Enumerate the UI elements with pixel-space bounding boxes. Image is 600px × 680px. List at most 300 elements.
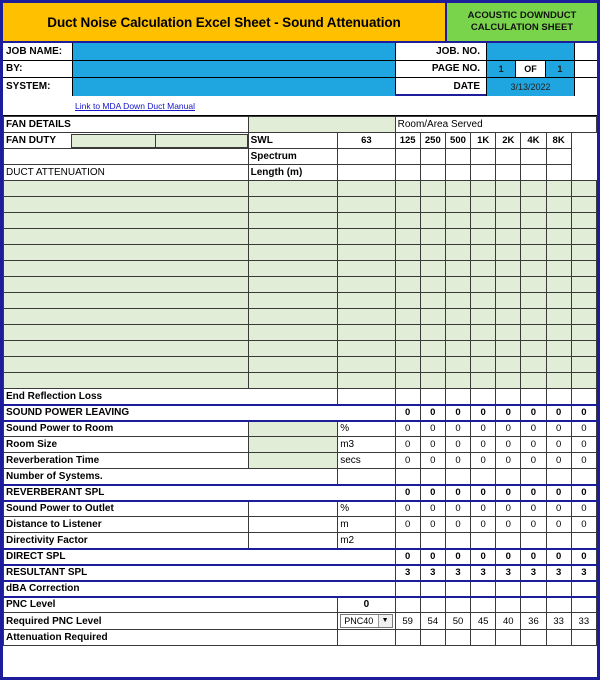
duct-entry-swl[interactable] bbox=[338, 277, 395, 293]
duct-entry-description[interactable] bbox=[4, 197, 249, 213]
dba-1k bbox=[496, 581, 521, 597]
erl-1k[interactable] bbox=[496, 389, 521, 405]
duct-entry-2k[interactable] bbox=[521, 277, 546, 293]
duct-entry-8k[interactable] bbox=[571, 277, 596, 293]
duct-att-cell-8k[interactable] bbox=[546, 165, 571, 181]
duct-entry-4k[interactable] bbox=[546, 245, 571, 261]
res-spl-63: 3 bbox=[395, 565, 420, 581]
system-row bbox=[3, 78, 395, 96]
dir-spl-8k: 0 bbox=[571, 549, 596, 565]
erl-63[interactable] bbox=[395, 389, 420, 405]
spectrum-label: Spectrum bbox=[248, 149, 338, 165]
duct-entry-500[interactable] bbox=[471, 341, 496, 357]
duct-entry-4k[interactable] bbox=[546, 293, 571, 309]
duct-entry-length[interactable] bbox=[248, 229, 338, 245]
duct-entry-swl[interactable] bbox=[338, 373, 395, 389]
spectrum-blank-a bbox=[4, 149, 249, 165]
duct-entry-125[interactable] bbox=[420, 213, 445, 229]
page-no-row bbox=[396, 61, 597, 79]
duct-entry-description[interactable] bbox=[4, 341, 249, 357]
res-spl-125: 3 bbox=[420, 565, 445, 581]
duct-attenuation-entry-row bbox=[4, 341, 597, 357]
sptr-250: 0 bbox=[445, 421, 470, 437]
duct-entry-63[interactable] bbox=[395, 293, 420, 309]
required-pnc-selected-value: PNC40 bbox=[344, 616, 374, 626]
duct-entry-250[interactable] bbox=[445, 229, 470, 245]
spectrum-value-250[interactable] bbox=[420, 149, 445, 165]
duct-entry-8k[interactable] bbox=[571, 245, 596, 261]
duct-entry-description[interactable] bbox=[4, 309, 249, 325]
spto-4k: 0 bbox=[546, 501, 571, 517]
duct-entry-1k[interactable] bbox=[496, 245, 521, 261]
duct-entry-8k[interactable] bbox=[571, 293, 596, 309]
nos-1k bbox=[496, 469, 521, 485]
duct-attenuation-entry-row bbox=[4, 261, 597, 277]
duct-entry-length[interactable] bbox=[248, 181, 338, 197]
erl-500[interactable] bbox=[471, 389, 496, 405]
duct-entry-1k[interactable] bbox=[496, 309, 521, 325]
duct-entry-125[interactable] bbox=[420, 293, 445, 309]
duct-entry-2k[interactable] bbox=[521, 341, 546, 357]
duct-entry-swl[interactable] bbox=[338, 181, 395, 197]
rs-1k: 0 bbox=[496, 437, 521, 453]
duct-entry-swl[interactable] bbox=[338, 309, 395, 325]
duct-entry-swl[interactable] bbox=[338, 213, 395, 229]
required-pnc-dropdown-cell bbox=[338, 613, 395, 630]
fan-duty-row bbox=[4, 133, 597, 149]
duct-entry-4k[interactable] bbox=[546, 325, 571, 341]
rpnc-1k: 40 bbox=[496, 613, 521, 630]
duct-entry-63[interactable] bbox=[395, 325, 420, 341]
dba-correction-label: dBA Correction bbox=[4, 581, 396, 597]
spectrum-value-125[interactable] bbox=[395, 149, 420, 165]
dir-spl-2k: 0 bbox=[521, 549, 546, 565]
duct-entry-swl[interactable] bbox=[338, 261, 395, 277]
duct-entry-2k[interactable] bbox=[521, 197, 546, 213]
duct-entry-8k[interactable] bbox=[571, 229, 596, 245]
duct-entry-2k[interactable] bbox=[521, 357, 546, 373]
dir-spl-4k: 0 bbox=[546, 549, 571, 565]
nos-125 bbox=[420, 469, 445, 485]
duct-entry-2k[interactable] bbox=[521, 309, 546, 325]
duct-entry-description[interactable] bbox=[4, 181, 249, 197]
date-label: DATE bbox=[396, 78, 487, 96]
erl-125[interactable] bbox=[420, 389, 445, 405]
duct-entry-8k[interactable] bbox=[571, 341, 596, 357]
duct-entry-250[interactable] bbox=[445, 357, 470, 373]
sound-power-to-room-unit: % bbox=[338, 421, 395, 437]
fan-duty-input-1[interactable] bbox=[71, 134, 156, 148]
duct-entry-125[interactable] bbox=[420, 197, 445, 213]
reverberation-time-unit: secs bbox=[338, 453, 395, 469]
duct-entry-swl[interactable] bbox=[338, 357, 395, 373]
duct-entry-500[interactable] bbox=[471, 357, 496, 373]
duct-entry-description[interactable] bbox=[4, 357, 249, 373]
dba-2k bbox=[521, 581, 546, 597]
duct-entry-length[interactable] bbox=[248, 309, 338, 325]
duct-entry-description[interactable] bbox=[4, 293, 249, 309]
fan-duty-input-2[interactable] bbox=[156, 134, 248, 148]
duct-entry-4k[interactable] bbox=[546, 357, 571, 373]
duct-entry-125[interactable] bbox=[420, 245, 445, 261]
duct-entry-250[interactable] bbox=[445, 245, 470, 261]
spectrum-value-4k[interactable] bbox=[521, 149, 546, 165]
number-of-systems-row bbox=[4, 469, 597, 485]
duct-entry-125[interactable] bbox=[420, 341, 445, 357]
spl-out-250: 0 bbox=[445, 405, 470, 421]
calculation-grid bbox=[3, 116, 597, 646]
duct-entry-1k[interactable] bbox=[496, 181, 521, 197]
duct-entry-length[interactable] bbox=[248, 213, 338, 229]
room-size-row bbox=[4, 437, 597, 453]
duct-entry-4k[interactable] bbox=[546, 261, 571, 277]
required-pnc-dropdown[interactable] bbox=[340, 614, 392, 628]
dtl-2k: 0 bbox=[521, 517, 546, 533]
duct-entry-500[interactable] bbox=[471, 213, 496, 229]
duct-entry-description[interactable] bbox=[4, 325, 249, 341]
duct-entry-1k[interactable] bbox=[496, 213, 521, 229]
number-of-systems-input[interactable] bbox=[338, 469, 395, 485]
attn-8k bbox=[571, 630, 596, 646]
nos-63 bbox=[395, 469, 420, 485]
rpnc-125: 54 bbox=[420, 613, 445, 630]
pnc-125 bbox=[420, 597, 445, 613]
duct-entry-4k[interactable] bbox=[546, 213, 571, 229]
duct-entry-125[interactable] bbox=[420, 277, 445, 293]
rs-4k: 0 bbox=[546, 437, 571, 453]
duct-entry-250[interactable] bbox=[445, 309, 470, 325]
dir-spl-1k: 0 bbox=[496, 549, 521, 565]
erl-swl[interactable] bbox=[338, 389, 395, 405]
duct-entry-2k[interactable] bbox=[521, 293, 546, 309]
dba-correction-row bbox=[4, 581, 597, 597]
duct-entry-500[interactable] bbox=[471, 181, 496, 197]
duct-entry-4k[interactable] bbox=[546, 341, 571, 357]
duct-entry-8k[interactable] bbox=[571, 373, 596, 389]
sptr-2k: 0 bbox=[521, 421, 546, 437]
duct-entry-1k[interactable] bbox=[496, 341, 521, 357]
duct-entry-2k[interactable] bbox=[521, 213, 546, 229]
date-input[interactable]: 3/13/2022 bbox=[487, 78, 574, 96]
sptr-8k: 0 bbox=[571, 421, 596, 437]
res-spl-1k: 3 bbox=[496, 565, 521, 581]
spectrum-value-2k[interactable] bbox=[496, 149, 521, 165]
erl-4k[interactable] bbox=[546, 389, 571, 405]
duct-entry-125[interactable] bbox=[420, 309, 445, 325]
duct-entry-63[interactable] bbox=[395, 357, 420, 373]
duct-entry-length[interactable] bbox=[248, 357, 338, 373]
duct-att-cell-2k[interactable] bbox=[496, 165, 521, 181]
dtl-8k: 0 bbox=[571, 517, 596, 533]
direct-spl-label: DIRECT SPL bbox=[4, 549, 396, 565]
rpnc-250: 50 bbox=[445, 613, 470, 630]
duct-entry-125[interactable] bbox=[420, 357, 445, 373]
duct-att-cell-4k[interactable] bbox=[521, 165, 546, 181]
df-125 bbox=[420, 533, 445, 549]
duct-entry-length[interactable] bbox=[248, 341, 338, 357]
duct-entry-2k[interactable] bbox=[521, 245, 546, 261]
system-input[interactable] bbox=[73, 78, 395, 96]
duct-entry-63[interactable] bbox=[395, 213, 420, 229]
duct-entry-description[interactable] bbox=[4, 277, 249, 293]
duct-entry-8k[interactable] bbox=[571, 213, 596, 229]
spectrum-value-63[interactable] bbox=[338, 149, 395, 165]
spectrum-value-1k[interactable] bbox=[471, 149, 496, 165]
duct-entry-1k[interactable] bbox=[496, 261, 521, 277]
job-info-right bbox=[396, 43, 597, 94]
rs-2k: 0 bbox=[521, 437, 546, 453]
rt-125: 0 bbox=[420, 453, 445, 469]
df-63 bbox=[395, 533, 420, 549]
duct-entry-2k[interactable] bbox=[521, 373, 546, 389]
duct-entry-swl[interactable] bbox=[338, 325, 395, 341]
duct-entry-500[interactable] bbox=[471, 261, 496, 277]
duct-entry-2k[interactable] bbox=[521, 181, 546, 197]
pnc-4k bbox=[546, 597, 571, 613]
page-of-label: OF bbox=[516, 61, 545, 78]
duct-entry-250[interactable] bbox=[445, 277, 470, 293]
manual-link[interactable]: Link to MDA Down Duct Manual bbox=[75, 100, 195, 111]
spectrum-value-8k[interactable] bbox=[546, 149, 571, 165]
rt-8k: 0 bbox=[571, 453, 596, 469]
pnc-level-row bbox=[4, 597, 597, 613]
duct-entry-description[interactable] bbox=[4, 373, 249, 389]
by-input[interactable] bbox=[73, 61, 395, 78]
rev-spl-125: 0 bbox=[420, 485, 445, 501]
rt-250: 0 bbox=[445, 453, 470, 469]
sptr-4k: 0 bbox=[546, 421, 571, 437]
duct-entry-8k[interactable] bbox=[571, 309, 596, 325]
duct-entry-1k[interactable] bbox=[496, 293, 521, 309]
spectrum-value-500[interactable] bbox=[445, 149, 470, 165]
duct-entry-250[interactable] bbox=[445, 325, 470, 341]
duct-entry-1k[interactable] bbox=[496, 373, 521, 389]
fan-details-input[interactable] bbox=[248, 117, 395, 133]
duct-entry-2k[interactable] bbox=[521, 325, 546, 341]
duct-entry-8k[interactable] bbox=[571, 325, 596, 341]
duct-attenuation-entry-row bbox=[4, 357, 597, 373]
duct-entry-description[interactable] bbox=[4, 213, 249, 229]
room-size-label: Room Size bbox=[4, 437, 249, 453]
duct-entry-4k[interactable] bbox=[546, 197, 571, 213]
duct-entry-63[interactable] bbox=[395, 277, 420, 293]
duct-entry-125[interactable] bbox=[420, 181, 445, 197]
duct-entry-500[interactable] bbox=[471, 229, 496, 245]
duct-entry-8k[interactable] bbox=[571, 181, 596, 197]
dtl-500: 0 bbox=[471, 517, 496, 533]
duct-entry-1k[interactable] bbox=[496, 325, 521, 341]
rs-250: 0 bbox=[445, 437, 470, 453]
res-spl-250: 3 bbox=[445, 565, 470, 581]
page-no-label: PAGE NO. bbox=[396, 61, 487, 78]
duct-entry-63[interactable] bbox=[395, 245, 420, 261]
end-reflection-loss-label: End Reflection Loss bbox=[4, 389, 338, 405]
duct-entry-63[interactable] bbox=[395, 229, 420, 245]
rev-spl-500: 0 bbox=[471, 485, 496, 501]
duct-entry-500[interactable] bbox=[471, 277, 496, 293]
duct-entry-4k[interactable] bbox=[546, 229, 571, 245]
job-info-block bbox=[3, 43, 597, 96]
job-no-input[interactable] bbox=[487, 43, 575, 60]
duct-entry-4k[interactable] bbox=[546, 373, 571, 389]
sheet-subtitle-line2: CALCULATION SHEET bbox=[470, 22, 574, 33]
duct-entry-500[interactable] bbox=[471, 373, 496, 389]
pnc-2k bbox=[521, 597, 546, 613]
duct-entry-250[interactable] bbox=[445, 261, 470, 277]
duct-entry-125[interactable] bbox=[420, 261, 445, 277]
duct-entry-500[interactable] bbox=[471, 309, 496, 325]
duct-entry-125[interactable] bbox=[420, 325, 445, 341]
duct-entry-length[interactable] bbox=[248, 277, 338, 293]
nos-250 bbox=[445, 469, 470, 485]
res-spl-500: 3 bbox=[471, 565, 496, 581]
duct-entry-500[interactable] bbox=[471, 325, 496, 341]
dba-4k bbox=[546, 581, 571, 597]
duct-entry-500[interactable] bbox=[471, 293, 496, 309]
spto-2k: 0 bbox=[521, 501, 546, 517]
duct-entry-swl[interactable] bbox=[338, 229, 395, 245]
duct-att-cell-125[interactable] bbox=[395, 165, 420, 181]
duct-attenuation-entry-row bbox=[4, 373, 597, 389]
erl-8k[interactable] bbox=[571, 389, 596, 405]
rs-500: 0 bbox=[471, 437, 496, 453]
duct-entry-63[interactable] bbox=[395, 181, 420, 197]
duct-entry-1k[interactable] bbox=[496, 197, 521, 213]
duct-entry-500[interactable] bbox=[471, 197, 496, 213]
dba-8k bbox=[571, 581, 596, 597]
page-total-input[interactable]: 1 bbox=[546, 61, 574, 78]
by-label: BY: bbox=[3, 61, 73, 78]
erl-2k[interactable] bbox=[521, 389, 546, 405]
duct-entry-8k[interactable] bbox=[571, 357, 596, 373]
distance-to-listener-label: Distance to Listener bbox=[4, 517, 249, 533]
duct-att-cell-250[interactable] bbox=[420, 165, 445, 181]
duct-entry-250[interactable] bbox=[445, 213, 470, 229]
direct-spl-row bbox=[4, 549, 597, 565]
sound-power-to-room-label: Sound Power to Room bbox=[4, 421, 249, 437]
resultant-spl-row bbox=[4, 565, 597, 581]
duct-attenuation-row bbox=[4, 165, 597, 181]
duct-entry-63[interactable] bbox=[395, 309, 420, 325]
duct-entry-125[interactable] bbox=[420, 373, 445, 389]
rev-spl-63: 0 bbox=[395, 485, 420, 501]
spl-out-2k: 0 bbox=[521, 405, 546, 421]
duct-entry-63[interactable] bbox=[395, 261, 420, 277]
duct-att-cell-63[interactable] bbox=[338, 165, 395, 181]
duct-entry-250[interactable] bbox=[445, 181, 470, 197]
erl-250[interactable] bbox=[445, 389, 470, 405]
nos-8k bbox=[571, 469, 596, 485]
duct-entry-500[interactable] bbox=[471, 245, 496, 261]
df-500 bbox=[471, 533, 496, 549]
duct-attenuation-entry-row bbox=[4, 309, 597, 325]
duct-entry-length[interactable] bbox=[248, 325, 338, 341]
duct-entry-description[interactable] bbox=[4, 229, 249, 245]
sound-power-to-room-input[interactable] bbox=[248, 421, 338, 437]
duct-entry-1k[interactable] bbox=[496, 229, 521, 245]
distance-to-listener-input[interactable] bbox=[248, 517, 338, 533]
dir-spl-500: 0 bbox=[471, 549, 496, 565]
duct-entry-8k[interactable] bbox=[571, 261, 596, 277]
duct-entry-250[interactable] bbox=[445, 373, 470, 389]
attn-4k bbox=[546, 630, 571, 646]
sound-power-to-outlet-input[interactable] bbox=[248, 501, 338, 517]
duct-entry-length[interactable] bbox=[248, 245, 338, 261]
attn-250 bbox=[445, 630, 470, 646]
freq-header-63: 63 bbox=[338, 133, 395, 149]
duct-entry-description[interactable] bbox=[4, 261, 249, 277]
dba-250 bbox=[445, 581, 470, 597]
duct-entry-1k[interactable] bbox=[496, 357, 521, 373]
duct-entry-swl[interactable] bbox=[338, 341, 395, 357]
duct-entry-length[interactable] bbox=[248, 373, 338, 389]
duct-att-cell-500[interactable] bbox=[445, 165, 470, 181]
duct-entry-1k[interactable] bbox=[496, 277, 521, 293]
spto-8k: 0 bbox=[571, 501, 596, 517]
duct-entry-swl[interactable] bbox=[338, 293, 395, 309]
duct-entry-length[interactable] bbox=[248, 261, 338, 277]
duct-attenuation-entry-row bbox=[4, 325, 597, 341]
duct-att-cell-1k[interactable] bbox=[471, 165, 496, 181]
sound-power-leaving-label: SOUND POWER LEAVING bbox=[4, 405, 396, 421]
duct-entry-63[interactable] bbox=[395, 373, 420, 389]
duct-entry-4k[interactable] bbox=[546, 181, 571, 197]
dir-spl-125: 0 bbox=[420, 549, 445, 565]
page-current-input[interactable]: 1 bbox=[487, 61, 516, 78]
chevron-down-icon[interactable]: ▼ bbox=[378, 615, 392, 627]
duct-entry-250[interactable] bbox=[445, 293, 470, 309]
job-name-input[interactable] bbox=[73, 43, 395, 60]
duct-entry-2k[interactable] bbox=[521, 261, 546, 277]
sheet-subtitle-line1: ACOUSTIC DOWNDUCT bbox=[467, 10, 577, 21]
pnc-250 bbox=[445, 597, 470, 613]
duct-entry-length[interactable] bbox=[248, 293, 338, 309]
dtl-1k: 0 bbox=[496, 517, 521, 533]
duct-entry-length[interactable] bbox=[248, 197, 338, 213]
by-row bbox=[3, 61, 395, 79]
duct-entry-description[interactable] bbox=[4, 245, 249, 261]
dtl-63: 0 bbox=[395, 517, 420, 533]
duct-entry-125[interactable] bbox=[420, 229, 445, 245]
duct-entry-swl[interactable] bbox=[338, 245, 395, 261]
duct-entry-63[interactable] bbox=[395, 197, 420, 213]
duct-entry-8k[interactable] bbox=[571, 197, 596, 213]
duct-entry-63[interactable] bbox=[395, 341, 420, 357]
spl-out-8k: 0 bbox=[571, 405, 596, 421]
duct-entry-4k[interactable] bbox=[546, 277, 571, 293]
nos-4k bbox=[546, 469, 571, 485]
dba-500 bbox=[471, 581, 496, 597]
duct-entry-2k[interactable] bbox=[521, 229, 546, 245]
duct-entry-swl[interactable] bbox=[338, 197, 395, 213]
duct-entry-250[interactable] bbox=[445, 197, 470, 213]
room-size-input[interactable] bbox=[248, 437, 338, 453]
duct-entry-4k[interactable] bbox=[546, 309, 571, 325]
duct-attenuation-entry-row bbox=[4, 213, 597, 229]
pnc-63 bbox=[395, 597, 420, 613]
freq-header-250: 250 bbox=[420, 133, 445, 149]
reverberant-spl-label: REVERBERANT SPL bbox=[4, 485, 396, 501]
duct-entry-250[interactable] bbox=[445, 341, 470, 357]
duct-attenuation-entry-row bbox=[4, 197, 597, 213]
reverberation-time-input[interactable] bbox=[248, 453, 338, 469]
job-no-tail bbox=[575, 43, 597, 60]
rt-63: 0 bbox=[395, 453, 420, 469]
swl-label: SWL bbox=[248, 133, 338, 149]
reverberation-time-row bbox=[4, 453, 597, 469]
sptr-125: 0 bbox=[420, 421, 445, 437]
directivity-factor-input[interactable] bbox=[248, 533, 338, 549]
